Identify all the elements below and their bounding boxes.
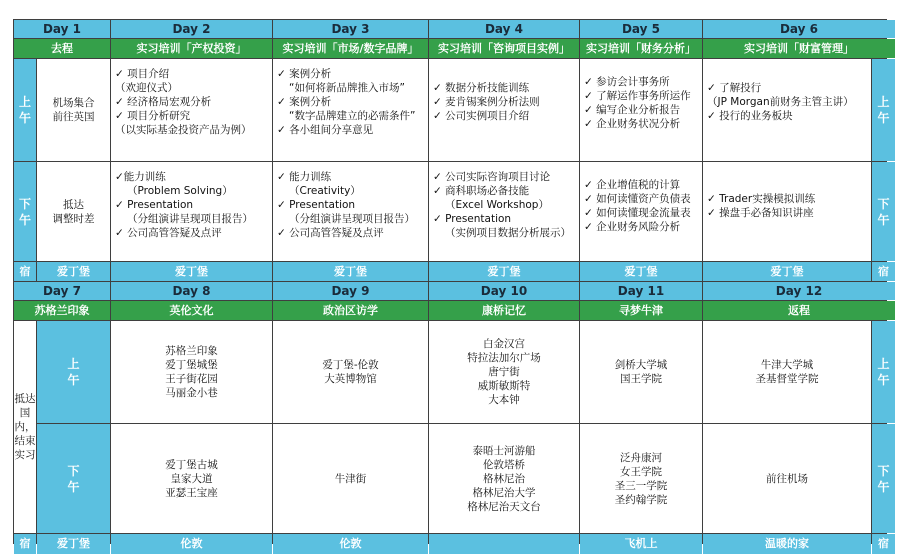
- schedule-cell: 爱丁堡-伦敦 大英博物馆: [273, 321, 428, 423]
- stay-label: 宿: [14, 534, 36, 554]
- day-header: Day 5: [580, 20, 702, 38]
- day-header: Day 4: [429, 20, 579, 38]
- schedule-cell: 牛津大学城 圣基督堂学院: [703, 321, 871, 423]
- schedule-cell: 泛舟康河 女王学院 圣三一学院 圣约翰学院: [580, 424, 702, 533]
- stay-label: 宿: [14, 262, 36, 281]
- schedule-cell: 抵达 调整时差: [37, 162, 110, 261]
- schedule-cell: 抵达国内，结束实习: [14, 321, 36, 533]
- schedule-cell: 牛津街: [273, 424, 428, 533]
- stay-cell: 温暖的家: [703, 534, 871, 554]
- day-header: Day 7: [14, 282, 110, 300]
- schedule-cell: 白金汉宫 特拉法加尔广场 唐宁街 威斯敏斯特 大本钟: [429, 321, 579, 423]
- schedule-cell: ✓ 参访会计事务所 ✓ 了解运作事务所运作 ✓ 编写企业分析报告 ✓ 企业财务状况分析: [580, 59, 702, 161]
- day-theme: 去程: [14, 39, 110, 58]
- schedule-cell: ✓ 案例分析 “如何将新品牌推入市场” ✓ 案例分析 “数字品牌建立的必需条件” ✓ 各小组间分享意见: [273, 59, 428, 161]
- day-theme: 实习培训「财富管理」: [703, 39, 895, 58]
- afternoon-label: 下 午: [37, 424, 110, 533]
- schedule-cell: 苏格兰印象 爱丁堡城堡 王子街花园 马丽金小巷: [111, 321, 272, 423]
- day-theme: 康桥记忆: [429, 301, 579, 320]
- schedule-cell: ✓ 企业增值税的计算 ✓ 如何读懂资产负债表 ✓ 如何读懂现金流量表 ✓ 企业财务风险分析: [580, 162, 702, 261]
- stay-cell: 爱丁堡: [580, 262, 702, 281]
- schedule-cell: 前往机场: [703, 424, 871, 533]
- schedule-cell: ✓ 了解投行 （JP Morgan前财务主管主讲） ✓ 投行的业务板块: [703, 59, 871, 161]
- stay-cell: [429, 534, 579, 554]
- morning-label: 上 午: [872, 321, 895, 423]
- schedule-cell: ✓能力训练 （Problem Solving） ✓ Presentation （分组演讲呈现项目报告） ✓ 公司高管答疑及点评: [111, 162, 272, 261]
- day-theme: 寻梦牛津: [580, 301, 702, 320]
- day-theme: 实习培训「咨询项目实例」: [429, 39, 579, 58]
- day-header: Day 1: [14, 20, 110, 38]
- day-theme: 实习培训「市场/数字品牌」: [273, 39, 428, 58]
- day-header: Day 10: [429, 282, 579, 300]
- morning-label: 上 午: [872, 59, 895, 161]
- day-header: Day 9: [273, 282, 428, 300]
- afternoon-label: 下 午: [872, 162, 895, 261]
- day-theme: 苏格兰印象: [14, 301, 110, 320]
- stay-cell: 爱丁堡: [703, 262, 871, 281]
- schedule-cell: 爱丁堡古城 皇家大道 亚瑟王宝座: [111, 424, 272, 533]
- afternoon-label: 下 午: [872, 424, 895, 533]
- schedule-cell: ✓ 公司实际咨询项目讨论 ✓ 商科职场必备技能 （Excel Workshop） ✓ Presentation （实例项目数据分析展示）: [429, 162, 579, 261]
- afternoon-label: 下 午: [14, 162, 36, 261]
- day-theme: 实习培训「产权投资」: [111, 39, 272, 58]
- stay-cell: 爱丁堡: [111, 262, 272, 281]
- schedule-cell: ✓ 项目介绍 （欢迎仪式） ✓ 经济格局宏观分析 ✓ 项目分析研究 （以实际基金投资产品为例）: [111, 59, 272, 161]
- schedule-cell: ✓ Trader实操模拟训练 ✓ 操盘手必备知识讲座: [703, 162, 871, 261]
- schedule-cell: ✓ 能力训练 （Creativity） ✓ Presentation （分组演讲呈现项目报告） ✓ 公司高管答疑及点评: [273, 162, 428, 261]
- schedule-cell: 泰晤士河游船 伦敦塔桥 格林尼治 格林尼治大学 格林尼治天文台: [429, 424, 579, 533]
- schedule-cell: 剑桥大学城 国王学院: [580, 321, 702, 423]
- stay-cell: 爱丁堡: [37, 534, 110, 554]
- stay-cell: 爱丁堡: [37, 262, 110, 281]
- morning-label: 上 午: [14, 59, 36, 161]
- stay-cell: 伦敦: [111, 534, 272, 554]
- stay-cell: 爱丁堡: [273, 262, 428, 281]
- day-theme: 政治区访学: [273, 301, 428, 320]
- day-header: Day 6: [703, 20, 895, 38]
- itinerary-table: [13, 19, 890, 550]
- day-header: Day 2: [111, 20, 272, 38]
- stay-label: 宿: [872, 534, 895, 554]
- day-header: Day 3: [273, 20, 428, 38]
- day-header: Day 8: [111, 282, 272, 300]
- day-header: Day 12: [703, 282, 895, 300]
- day-theme: 英伦文化: [111, 301, 272, 320]
- stay-cell: 爱丁堡: [429, 262, 579, 281]
- stay-cell: 伦敦: [273, 534, 428, 554]
- stay-label: 宿: [872, 262, 895, 281]
- schedule-cell: 机场集合 前往英国: [37, 59, 110, 161]
- schedule-cell: ✓ 数据分析技能训练 ✓ 麦肯锡案例分析法则 ✓ 公司实例项目介绍: [429, 59, 579, 161]
- day-theme: 返程: [703, 301, 895, 320]
- day-header: Day 11: [580, 282, 702, 300]
- day-theme: 实习培训「财务分析」: [580, 39, 702, 58]
- stay-cell: 飞机上: [580, 534, 702, 554]
- morning-label: 上 午: [37, 321, 110, 423]
